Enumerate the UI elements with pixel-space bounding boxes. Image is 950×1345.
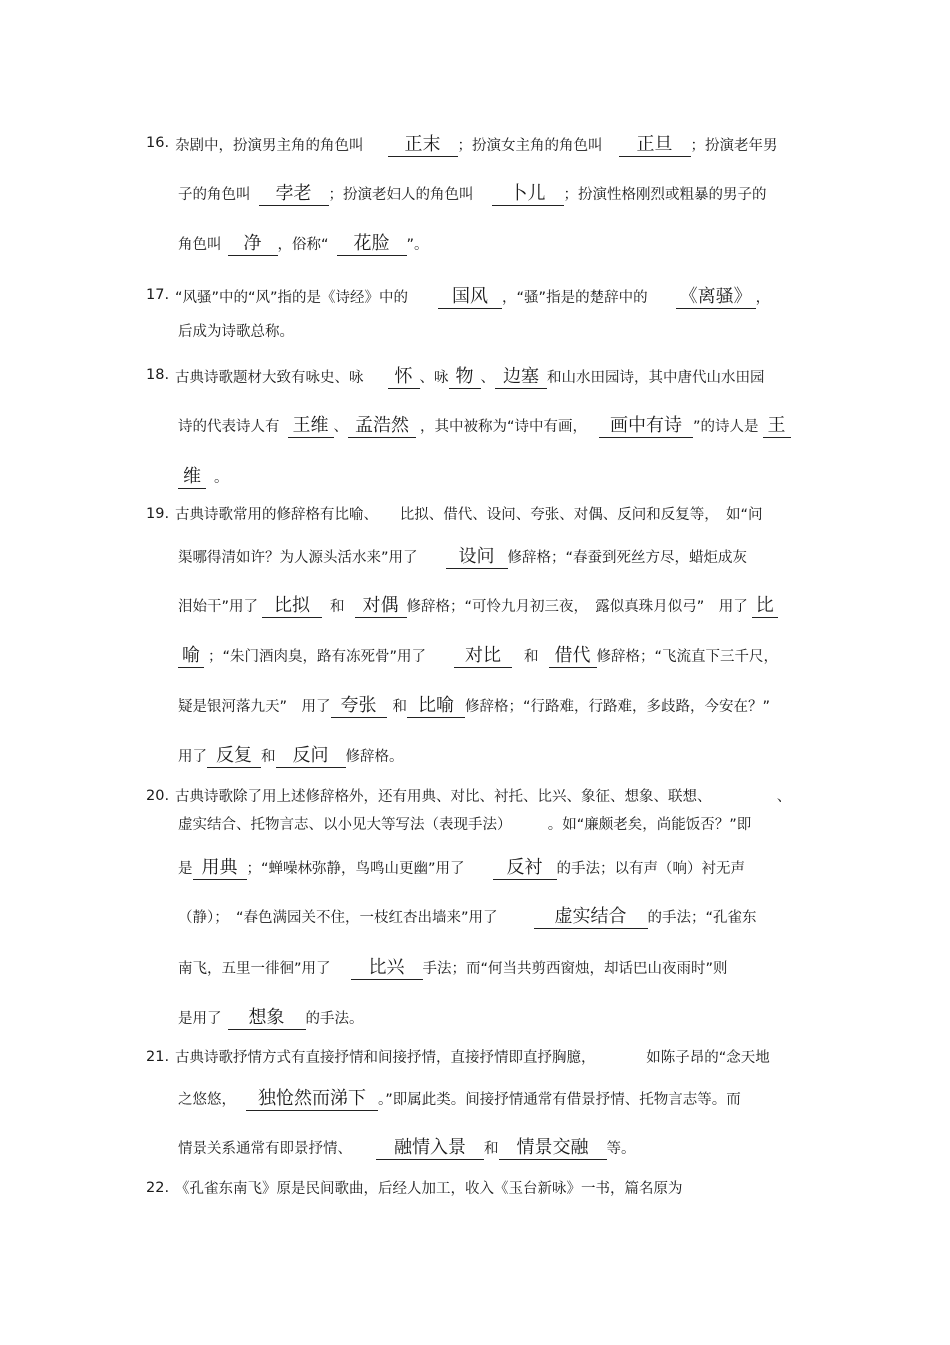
text: ”的诗人是 [693, 419, 759, 435]
answer-blank: 正末 [388, 134, 458, 157]
q17-line-2 [178, 322, 294, 342]
text: 是 [178, 861, 193, 877]
text: 修辞格；“行路难，行路难，多歧路，今安在？” [465, 699, 771, 715]
q19-line-4 [178, 645, 778, 668]
text: 古典诗歌除了用上述修辞格外，还有用典、对比、衬托、比兴、象征、想象、联想、 、 [175, 789, 792, 805]
text: 《孔雀东南飞》原是民间歌曲，后经人加工，收入《玉台新咏》一书，篇名原为 [175, 1181, 683, 1197]
q19-line-6 [178, 745, 404, 768]
text: 诗的代表诗人有 [178, 419, 280, 435]
question-number: 20. [146, 788, 170, 804]
answer-blank: 虚实结合 [534, 906, 648, 929]
answer-blank: 物 [449, 366, 481, 389]
text: 角色叫 [178, 237, 222, 253]
text: 、 [480, 370, 495, 386]
text: ，其中被称为“诗中有画， [420, 419, 588, 435]
answer-blank: 借代 [549, 645, 597, 668]
q18-line-1 [175, 366, 765, 389]
text: 和 [330, 599, 345, 615]
q16-line-1 [175, 134, 778, 157]
text: ；扮演老妇人的角色叫 [328, 187, 474, 203]
answer-blank: 比兴 [351, 957, 423, 980]
text: ，俗称“ [277, 237, 329, 253]
answer-blank: 比拟 [262, 595, 322, 618]
text: 渠哪得清如许？为人源头活水来”用了 [178, 550, 418, 566]
text: 和 [261, 749, 276, 765]
answer-blank: 喻 [178, 645, 204, 668]
text: 。 [214, 470, 229, 486]
text: 古典诗歌抒情方式有直接抒情和间接抒情，直接抒情即直抒胸臆， 如陈子昂的“念天地 [175, 1050, 770, 1066]
q21-line-1 [175, 1048, 770, 1068]
text: 修辞格；“飞流直下三千尺， [596, 649, 779, 665]
text: 疑是银河落九天” 用了 [178, 699, 331, 715]
text: 等。 [606, 1141, 636, 1157]
text: 、咏 [419, 370, 449, 386]
answer-blank: 情景交融 [499, 1137, 607, 1160]
text: 之悠悠， [178, 1092, 236, 1108]
q20-line-1 [175, 787, 791, 807]
text: 修辞格；“可怜九月初三夜， 露似真珠月似弓” 用了 [406, 599, 748, 615]
text: 虚实结合、托物言志、以小见大等写法（表现手法） 。如“廉颇老矣，尚能饭否？”即 [178, 817, 752, 833]
question-number: 18. [146, 367, 170, 383]
answer-blank: 净 [228, 233, 278, 256]
text: 的手法。 [305, 1011, 364, 1027]
answer-blank: 对偶 [355, 595, 407, 618]
text: 后成为诗歌总称。 [178, 324, 294, 340]
text: 子的角色叫 [178, 187, 251, 203]
q20-line-4 [178, 906, 757, 929]
text: 杂剧中，扮演男主角的角色叫 [175, 138, 364, 154]
question-number: 21. [146, 1049, 170, 1065]
q20-line-2 [178, 815, 751, 835]
answer-blank: 比喻 [407, 695, 465, 718]
q19-line-1 [175, 505, 763, 525]
text: （静）； “春色满园关不住，一枝红杏出墙来”用了 [178, 910, 498, 926]
q18-line-2 [178, 415, 791, 438]
answer-blank: 画中有诗 [599, 415, 693, 438]
answer-blank: 反复 [207, 745, 261, 768]
q21-line-3 [178, 1137, 636, 1160]
q17-line-1 [175, 286, 770, 309]
answer-blank: 边塞 [495, 366, 547, 389]
answer-blank: 正旦 [619, 134, 691, 157]
text: 南飞，五里一徘徊”用了 [178, 961, 331, 977]
answer-blank: 反问 [276, 745, 346, 768]
q20-line-5 [178, 957, 728, 980]
text: ；扮演女主角的角色叫 [457, 138, 603, 154]
answer-blank: 国风 [438, 286, 502, 309]
answer-blank: 花脸 [337, 233, 407, 256]
q16-line-2 [178, 183, 767, 206]
q18-line-3 [178, 466, 229, 489]
text: 、 [333, 419, 348, 435]
text: ，“骚”指是的楚辞中的 [502, 290, 648, 306]
text: 。”即属此类。间接抒情通常有借景抒情、托物言志等。而 [378, 1092, 741, 1108]
q21-line-2 [178, 1088, 741, 1111]
q19-line-3 [178, 595, 778, 618]
answer-blank: 王 [763, 415, 791, 438]
text: ”。 [406, 237, 429, 253]
answer-blank: 独怆然而涕下 [246, 1088, 378, 1111]
answer-blank: 孟浩然 [348, 415, 416, 438]
text: 和 [524, 649, 539, 665]
answer-blank: 反衬 [493, 857, 557, 880]
text: 和 [484, 1141, 499, 1157]
text: 修辞格。 [345, 749, 404, 765]
answer-blank: 王维 [288, 415, 334, 438]
answer-blank: 怀 [388, 366, 420, 389]
question-number: 17. [146, 287, 170, 303]
text: 用了 [178, 749, 207, 765]
text: ；“朱门酒肉臭，路有冻死骨”用了 [208, 649, 427, 665]
answer-blank: 融情入景 [376, 1137, 484, 1160]
q20-line-3 [178, 857, 745, 880]
answer-blank: 孛老 [259, 183, 329, 206]
text: 和 [392, 699, 408, 715]
question-number: 16. [146, 135, 170, 151]
answer-blank: 《离骚》 [676, 286, 756, 309]
q16-line-3 [178, 233, 429, 256]
question-number: 22. [146, 1180, 170, 1196]
text: ；“蝉噪林弥静，鸟鸣山更幽”用了 [246, 861, 465, 877]
answer-blank: 卜儿 [492, 183, 564, 206]
answer-blank: 比 [752, 595, 778, 618]
text: ， [755, 290, 771, 306]
text: 的手法；“孔雀东 [647, 910, 757, 926]
text: 情景关系通常有即景抒情、 [178, 1141, 352, 1157]
text: 和山水田园诗，其中唐代山水田园 [547, 370, 765, 386]
q22-line-1 [175, 1179, 683, 1199]
text: 的手法；以有声（响）衬无声 [556, 861, 746, 877]
text: ；扮演性格刚烈或粗暴的男子的 [563, 187, 767, 203]
q19-line-5 [178, 695, 770, 718]
q19-line-2 [178, 546, 747, 569]
text: 手法；而“何当共剪西窗烛，却话巴山夜雨时”则 [422, 961, 728, 977]
answer-blank: 用典 [193, 857, 247, 880]
text: 古典诗歌题材大致有咏史、咏 [175, 370, 364, 386]
text: 是用了 [178, 1011, 222, 1027]
q20-line-6 [178, 1007, 364, 1030]
answer-blank: 想象 [228, 1007, 306, 1030]
answer-blank: 维 [178, 466, 206, 489]
text: 古典诗歌常用的修辞格有比喻、 比拟、借代、设问、夸张、对偶、反问和反复等， 如“问 [175, 507, 763, 523]
question-number: 19. [146, 506, 170, 522]
text: 泪始干”用了 [178, 599, 259, 615]
text: ；扮演老年男 [690, 138, 778, 154]
text: 修辞格；“春蚕到死丝方尽，蜡炬成灰 [507, 550, 748, 566]
text: “风骚”中的“风”指的是《诗经》中的 [175, 290, 409, 306]
answer-blank: 设问 [446, 546, 508, 569]
answer-blank: 夸张 [331, 695, 387, 718]
answer-blank: 对比 [454, 645, 512, 668]
